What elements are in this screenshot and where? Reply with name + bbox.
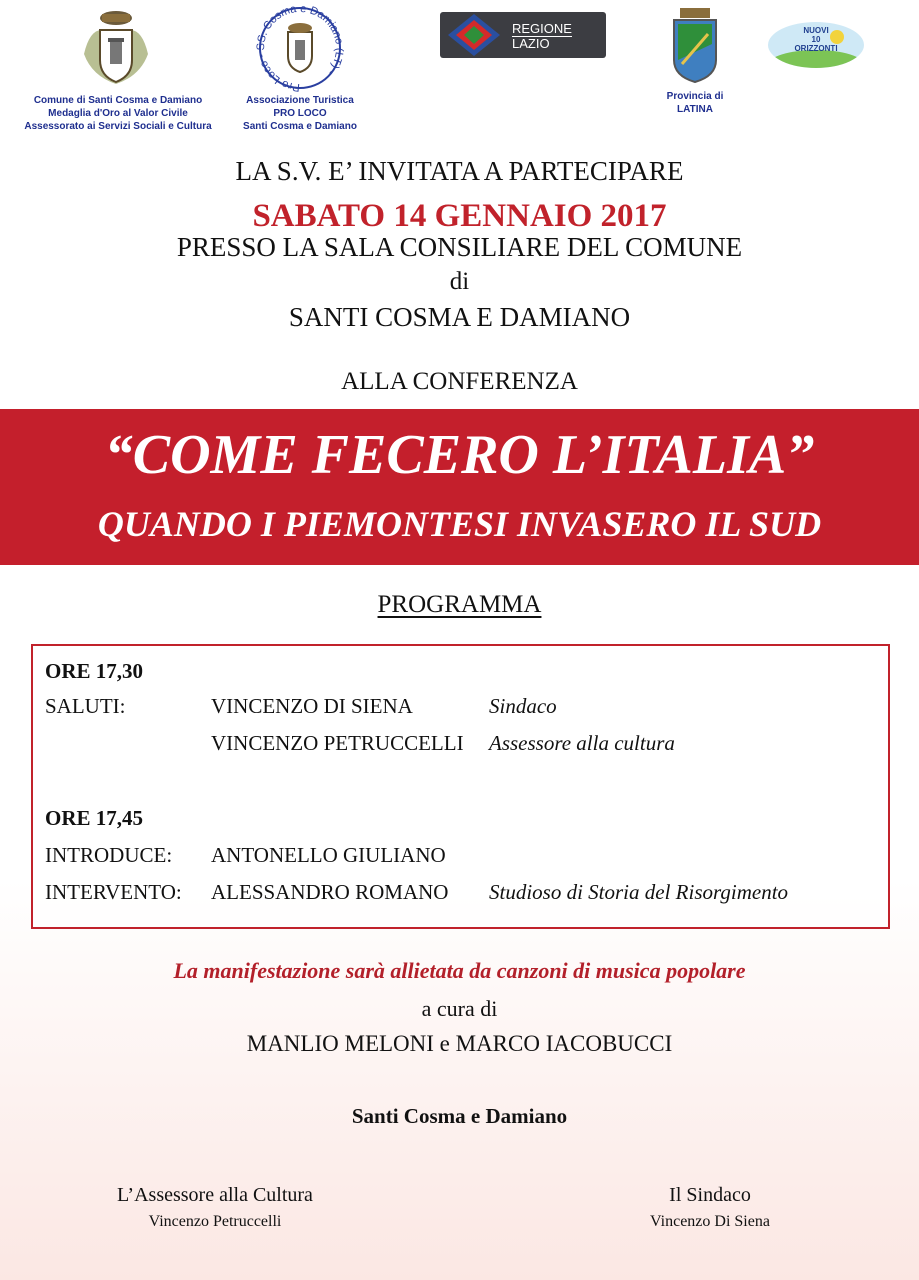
provincia-caption-line: Provincia di	[666, 91, 724, 102]
speaker-role: Studioso di Storia del Risorgimento	[489, 880, 789, 904]
provincia-caption-line: LATINA	[677, 104, 713, 115]
intervento-label: INTERVENTO:	[45, 880, 182, 904]
event-date: SABATO 14 GENNAIO 2017	[252, 198, 667, 234]
comune-caption-line: Assessorato ai Servizi Sociali e Cultura	[24, 121, 212, 132]
speaker-name: VINCENZO DI SIENA	[211, 694, 413, 718]
music-note: La manifestazione sarà allietata da canzoni di musica popolare	[173, 958, 746, 983]
invite-line: LA S.V. E’ INVITATA A PARTECIPARE	[235, 156, 684, 186]
signature-sindaco	[600, 1184, 820, 1231]
comune-coat-of-arms	[76, 6, 156, 95]
nuovi-orizzonti-logo	[768, 22, 864, 68]
venue-di: di	[449, 268, 470, 295]
conference-title: “COME FECERO L’ITALIA”	[104, 424, 815, 486]
musicians: MANLIO MELONI e MARCO IACOBUCCI	[246, 1031, 673, 1056]
signature-name: Vincenzo Petruccelli	[148, 1213, 282, 1230]
proloco-caption-line: Santi Cosma e Damiano	[243, 121, 357, 132]
proloco-logo	[252, 2, 348, 97]
conference-subtitle: QUANDO I PIEMONTESI INVASERO IL SUD	[97, 504, 822, 544]
speaker-role: Assessore alla cultura	[489, 731, 675, 755]
comune-caption	[20, 94, 216, 133]
nuovi-line: ORIZZONTI	[794, 44, 838, 53]
introduce-label: INTRODUCE:	[45, 843, 173, 867]
signature-title: Il Sindaco	[669, 1184, 751, 1206]
speaker-name: ANTONELLO GIULIANO	[211, 843, 446, 867]
proloco-caption-line: PRO LOCO	[273, 108, 327, 119]
signature-assessore	[70, 1184, 360, 1231]
place-name: Santi Cosma e Damiano	[351, 1104, 568, 1128]
a-cura-di: a cura di	[421, 996, 498, 1021]
venue-town: SANTI COSMA E DAMIANO	[288, 302, 631, 332]
proloco-caption-line: Associazione Turistica	[246, 95, 354, 106]
speaker-name: ALESSANDRO ROMANO	[211, 880, 449, 904]
signature-title: L’Assessore alla Cultura	[117, 1184, 313, 1206]
speaker-role: Sindaco	[489, 694, 557, 718]
speaker-name: VINCENZO PETRUCCELLI	[211, 731, 464, 755]
provincia-coat-of-arms	[668, 4, 722, 89]
regione-lazio-text	[512, 22, 572, 50]
venue-line: PRESSO LA SALA CONSILIARE DEL COMUNE	[176, 232, 743, 262]
programma-title: PROGRAMMA	[377, 591, 542, 618]
regione-line: LAZIO	[512, 36, 550, 51]
saluti-label: SALUTI:	[45, 694, 126, 718]
comune-caption-line: Medaglia d'Oro al Valor Civile	[48, 108, 188, 119]
time-slot-2: ORE 17,45	[45, 806, 144, 830]
regione-line: REGIONE	[512, 21, 572, 36]
nuovi-line: 10	[811, 35, 821, 44]
proloco-caption	[220, 94, 380, 133]
programma-heading	[0, 591, 919, 619]
comune-caption-line: Comune di Santi Cosma e Damiano	[33, 95, 203, 106]
nuovi-line: NUOVI	[803, 26, 829, 35]
time-slot-1: ORE 17,30	[45, 659, 144, 683]
proloco-ring-text: Pro Loco - SS. Cosma e Damiano (LT) -	[254, 2, 346, 92]
signature-name: Vincenzo Di Siena	[650, 1213, 770, 1230]
provincia-caption	[650, 90, 740, 116]
conference-label: ALLA CONFERENZA	[341, 368, 578, 395]
